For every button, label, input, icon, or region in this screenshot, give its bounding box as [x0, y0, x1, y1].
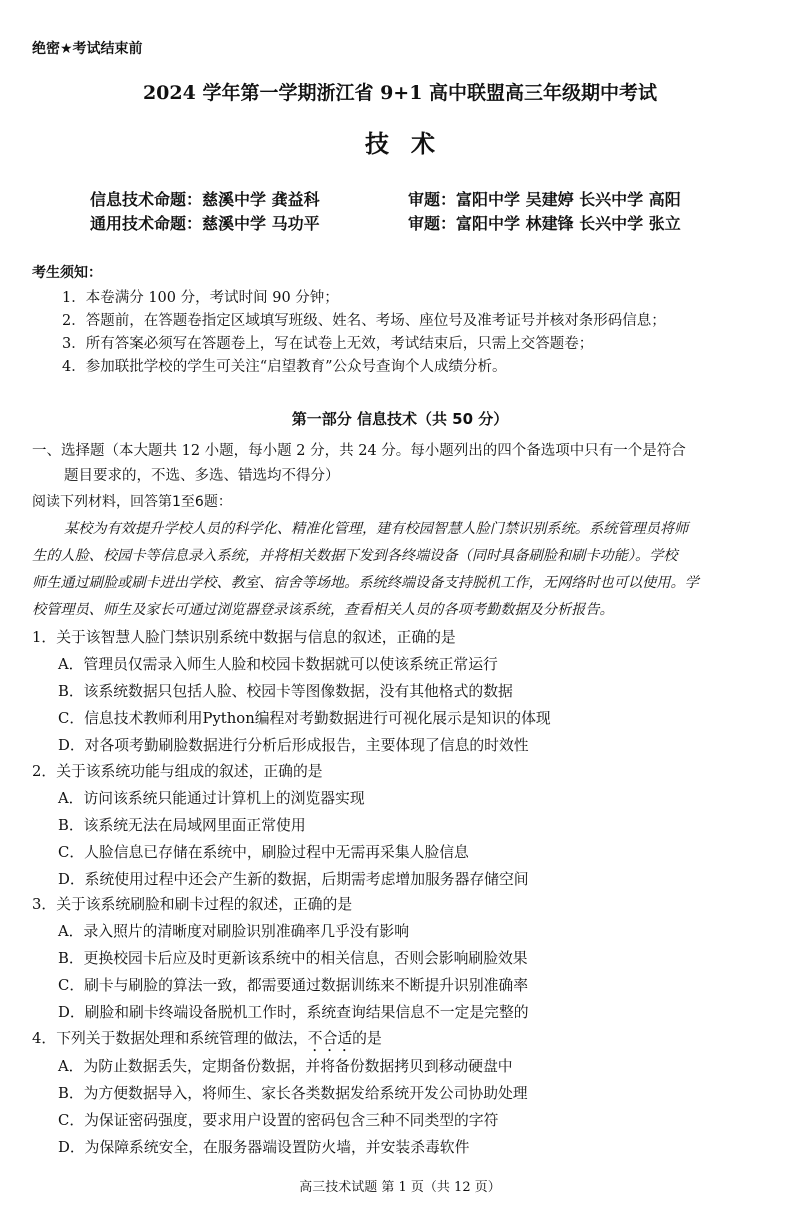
it-reviewer: 审题：富阳中学 吴建婷 长兴中学 高阳	[408, 190, 681, 209]
option-c: C．人脸信息已存储在系统中，刷脸过程中无需再采集人脸信息	[58, 844, 469, 861]
question-stem-suffix: 的是	[352, 1030, 382, 1047]
question-stem-prefix: 4．下列关于数据处理和系统管理的做法，	[32, 1030, 308, 1047]
exam-title: 2024 学年第一学期浙江省 9+1 高中联盟高三年级期中考试	[142, 82, 658, 104]
question-stem: 1．关于该智慧人脸门禁识别系统中数据与信息的叙述，正确的是	[32, 629, 456, 646]
material-line: 某校为有效提升学校人员的科学化、精准化管理，建有校园智慧人脸门禁识别系统。系统管理员将师	[64, 521, 689, 537]
option-d: D．对各项考勤刷脸数据进行分析后形成报告，主要体现了信息的时效性	[58, 737, 529, 754]
notice-item: 3．所有答案必须写在答题卷上，写在试卷上无效，考试结束后，只需上交答题卷；	[62, 336, 594, 352]
secret-mark: 绝密★考试结束前	[32, 41, 143, 57]
notice-title: 考生须知：	[32, 265, 102, 281]
option-b: B．该系统数据只包括人脸、校园卡等图像数据，没有其他格式的数据	[58, 683, 513, 700]
option-d: D．为保障系统安全，在服务器端设置防火墙，并安装杀毒软件	[58, 1139, 470, 1156]
option-d: D．刷脸和刷卡终端设备脱机工作时，系统查询结果信息不一定是完整的	[58, 1004, 529, 1021]
option-c: C．刷卡与刷脸的算法一致，都需要通过数据训练来不断提升识别准确率	[58, 977, 529, 994]
gt-reviewer: 审题：富阳中学 林建锋 长兴中学 张立	[408, 214, 681, 233]
notice-item: 4．参加联批学校的学生可关注“启望教育”公众号查询个人成绩分析。	[62, 359, 507, 375]
option-a: A．访问该系统只能通过计算机上的浏览器实现	[58, 790, 365, 807]
option-b: B．更换校园卡后应及时更新该系统中的相关信息，否则会影响刷脸效果	[58, 950, 528, 967]
question-stem: 2．关于该系统功能与组成的叙述，正确的是	[32, 763, 323, 780]
section-instruction: 题目要求的，不选、多选、错选均不得分）	[64, 468, 340, 484]
option-b: B．为方便数据导入，将师生、家长各类数据发给系统开发公司协助处理	[58, 1085, 528, 1102]
material-line: 生的人脸、校园卡等信息录入系统，并将相关数据下发到各终端设备（同时具备刷脸和刷卡功能）。学校	[32, 548, 678, 564]
material-line: 师生通过刷脸或刷卡进出学校、教室、宿舍等场地。系统终端设备支持脱机工作，无网络时也可以使用。学	[32, 575, 699, 591]
question-stem-emphasis: 不合适	[307, 1030, 353, 1047]
gt-setter: 通用技术命题：慈溪中学 马功平	[90, 214, 320, 233]
subject-title: 技术	[365, 129, 457, 158]
option-a: A．管理员仅需录入师生人脸和校园卡数据就可以使该系统正常运行	[58, 656, 498, 673]
material-line: 校管理员、师生及家长可通过浏览器登录该系统，查看相关人员的各项考勤数据及分析报告。	[32, 602, 614, 618]
page-footer: 高三技术试题 第 1 页（共 12 页）	[299, 1180, 501, 1195]
read-instruction: 阅读下列材料，回答第1至6题：	[32, 494, 232, 510]
question-stem: 3．关于该系统刷脸和刷卡过程的叙述，正确的是	[32, 896, 353, 913]
notice-item: 1．本卷满分 100 分，考试时间 90 分钟；	[62, 290, 339, 306]
option-c: C．信息技术教师利用Python编程对考勤数据进行可视化展示是知识的体现	[58, 710, 551, 727]
part-title: 第一部分 信息技术（共 50 分）	[291, 410, 509, 428]
option-a: A．录入照片的清晰度对刷脸识别准确率几乎没有影响	[58, 923, 410, 940]
it-setter: 信息技术命题：慈溪中学 龚益科	[90, 190, 320, 209]
option-a: A．为防止数据丢失，定期备份数据，并将备份数据拷贝到移动硬盘中	[58, 1058, 513, 1075]
notice-item: 2．答题前，在答题卷指定区域填写班级、姓名、考场、座位号及准考证号并核对条形码信息；	[62, 313, 666, 329]
question-stem	[32, 1027, 382, 1055]
option-d: D．系统使用过程中还会产生新的数据，后期需考虑增加服务器存储空间	[58, 871, 529, 888]
section-instruction: 一、选择题（本大题共 12 小题，每小题 2 分，共 24 分。每小题列出的四个备选项中只有一个是符合	[32, 443, 686, 459]
option-c: C．为保证密码强度，要求用户设置的密码包含三种不同类型的字符	[58, 1112, 499, 1129]
option-b: B．该系统无法在局域网里面正常使用	[58, 817, 306, 834]
